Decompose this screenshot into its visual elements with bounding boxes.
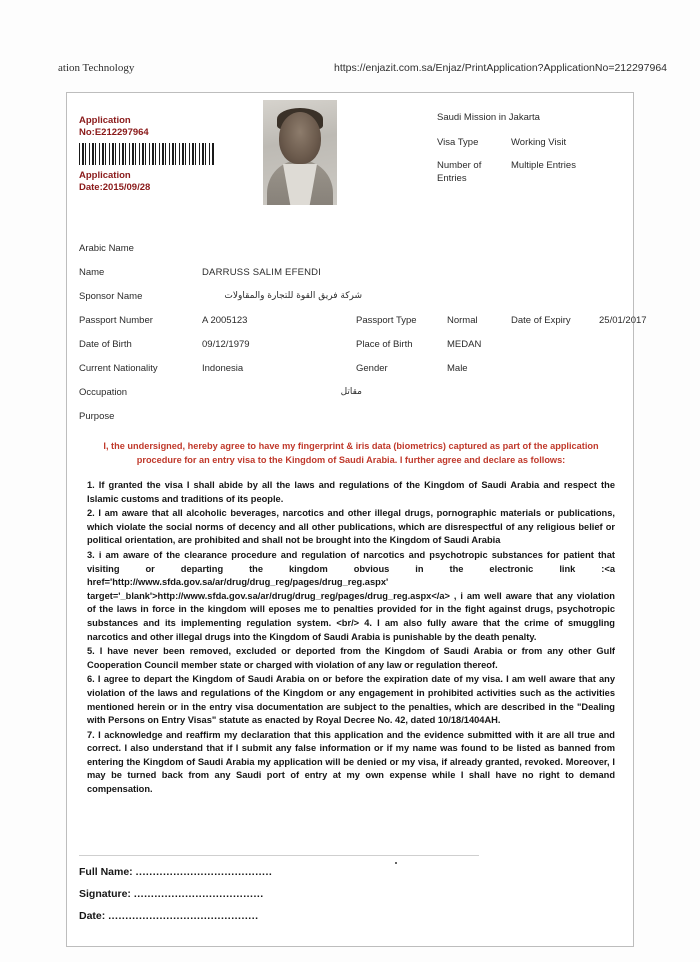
visa-type-value: Working Visit [511,137,567,148]
purpose-label: Purpose [79,411,115,422]
form-top-section [67,93,633,233]
sponsor-name-value: شركة فريق القوة للتجارة والمقاولات [224,291,362,301]
date-of-expiry-value: 25/01/2017 [599,315,647,326]
table-row [79,315,647,339]
signature-field-line [79,888,479,900]
number-of-entries-value: Multiple Entries [511,160,576,171]
date-dotted-line: ............................................ [108,910,259,922]
passport-type-value: Normal [447,315,478,326]
print-header-url: https://enjazit.com.sa/Enjaz/PrintApplication?ApplicationNo=212297964 [334,62,668,74]
table-row [79,363,623,387]
place-of-birth-label: Place of Birth [356,339,413,350]
table-row [79,411,623,435]
declaration-section [87,439,615,798]
signature-label: Signature: [79,888,131,900]
sponsor-name-label: Sponsor Name [79,291,143,302]
declaration-clause-6: 6. I agree to depart the Kingdom of Saudi Arabia on or before the expiration date of my visa. I am well aware that any violation of the laws and regulations of the Kingdom or any engagement in prohibited activities such as the activities mentioned herein or in the entry visa documentation are subject to the penalties, which are described in the "Dealing with Persons on Entry Visas" statute as enacted by Royal Decree No. 42, dated 10/18/1404AH. [87,674,615,726]
barcode-icon [79,143,215,165]
date-of-birth-value: 09/12/1979 [202,339,250,350]
application-number-label [79,115,229,139]
name-label: Name [79,267,105,278]
application-date-word: Application [79,170,131,181]
occupation-label: Occupation [79,387,128,398]
date-label: Date: [79,910,106,922]
current-nationality-value: Indonesia [202,363,244,374]
passport-number-label: Passport Number [79,315,153,326]
applicant-photo [263,100,337,205]
date-of-expiry-label: Date of Expiry [511,315,571,326]
passport-number-value: A 2005123 [202,315,248,326]
signature-dotted-line: ...................................... [133,888,264,900]
photo-face-shape [279,112,321,164]
visa-type-label: Visa Type [437,137,479,148]
table-row [437,136,623,149]
mission-info-table [437,111,623,195]
arabic-name-label: Arabic Name [79,243,134,254]
declaration-clause-3: 3. i am aware of the clearance procedure and regulation of narcotics and psychotropic substances for patient that visiting or departing the kingdom obvious in the electronic link :<a href='http://www.sfda.gov.sa/ar/drug/drug_reg/pages/drug_reg.aspx' target='_blank'>http://www.sfda.gov.sa/ar/drug/drug_reg/pages/drug_reg.aspx</a> , i am well aware that any violation of the laws in force in the kingdom will eposes me to penalties provided for in the fight against drugs, psychotropic substances and its implementing regulation system. <br/> 4. I am also fully aware that the crime of smuggling narcotics and other illegal drugs into the Kingdom of Saudi Arabia is punishable by the death penalty. [87,549,615,642]
full-name-label: Full Name: [79,866,133,878]
mission-title: Saudi Mission in Jakarta [437,112,540,123]
date-field-line [79,910,479,922]
declaration-clause-2: 2. I am aware that all alcoholic beverages, narcotics and other illegal drugs, pornographic materials or publications, which violate the social norms of decency and all other publications, which are disrespectful of any religious belief or political orientation, are prohibited and shall not be brought into the Kingdom of Saudi Arabia [87,508,615,546]
table-row [79,387,623,411]
application-identity-block [79,115,229,194]
current-nationality-label: Current Nationality [79,363,158,374]
passport-type-label: Passport Type [356,315,417,326]
applicant-details-table [79,243,647,435]
declaration-clause-1: 1. If granted the visa I shall abide by all the laws and regulations of the Kingdom of Saudi Arabia and respect the Islamic customs and traditions of its people. [87,480,615,504]
full-name-field-line [79,866,479,878]
table-row [79,291,623,315]
full-name-dotted-line: ........................................ [135,866,273,878]
print-header-left-text: ation Technology [58,62,135,74]
table-row [79,267,623,291]
application-number-value: No:E212297964 [79,127,149,138]
name-value: DARRUSS SALIM EFENDI [202,267,322,278]
place-of-birth-value: MEDAN [447,339,482,350]
declaration-heading: I, the undersigned, hereby agree to have my fingerprint & iris data (biometrics) captured as part of the application procedure for an entry visa to the Kingdom of Saudi Arabia. I further agree and declare as follows: [103,441,599,465]
table-row [437,159,623,185]
gender-label: Gender [356,363,388,374]
declaration-clause-5: 5. I have never been removed, excluded or deported from the Kingdom of Saudi Arabia or from any other Gulf Cooperation Council member state or charged with violation of any law or regulation thereof. [87,646,615,670]
table-row [79,339,623,363]
application-date-label [79,170,229,194]
application-word: Application [79,115,131,126]
date-of-birth-label: Date of Birth [79,339,132,350]
gender-value: Male [447,363,468,374]
table-row [79,243,623,267]
print-header [0,62,700,80]
declaration-clause-7: 7. I acknowledge and reaffirm my declaration that this application and the evidence submitted with it are all true and correct. I also understand that if I submit any false information or if my name was found to be listed as banned from entering the Kingdom of Saudi Arabia my application will be denied or my visa, if already granted, revoked. Moreover, I may be turned back from any Saudi port of entry at my own expense while I shall have no right to demand compensation. [87,729,615,795]
number-of-entries-label: Number of Entries [437,160,482,184]
signature-block [79,855,479,932]
occupation-value: مقاتل [340,387,362,397]
visa-application-form [66,92,647,947]
application-date-value: Date:2015/09/28 [79,182,151,193]
